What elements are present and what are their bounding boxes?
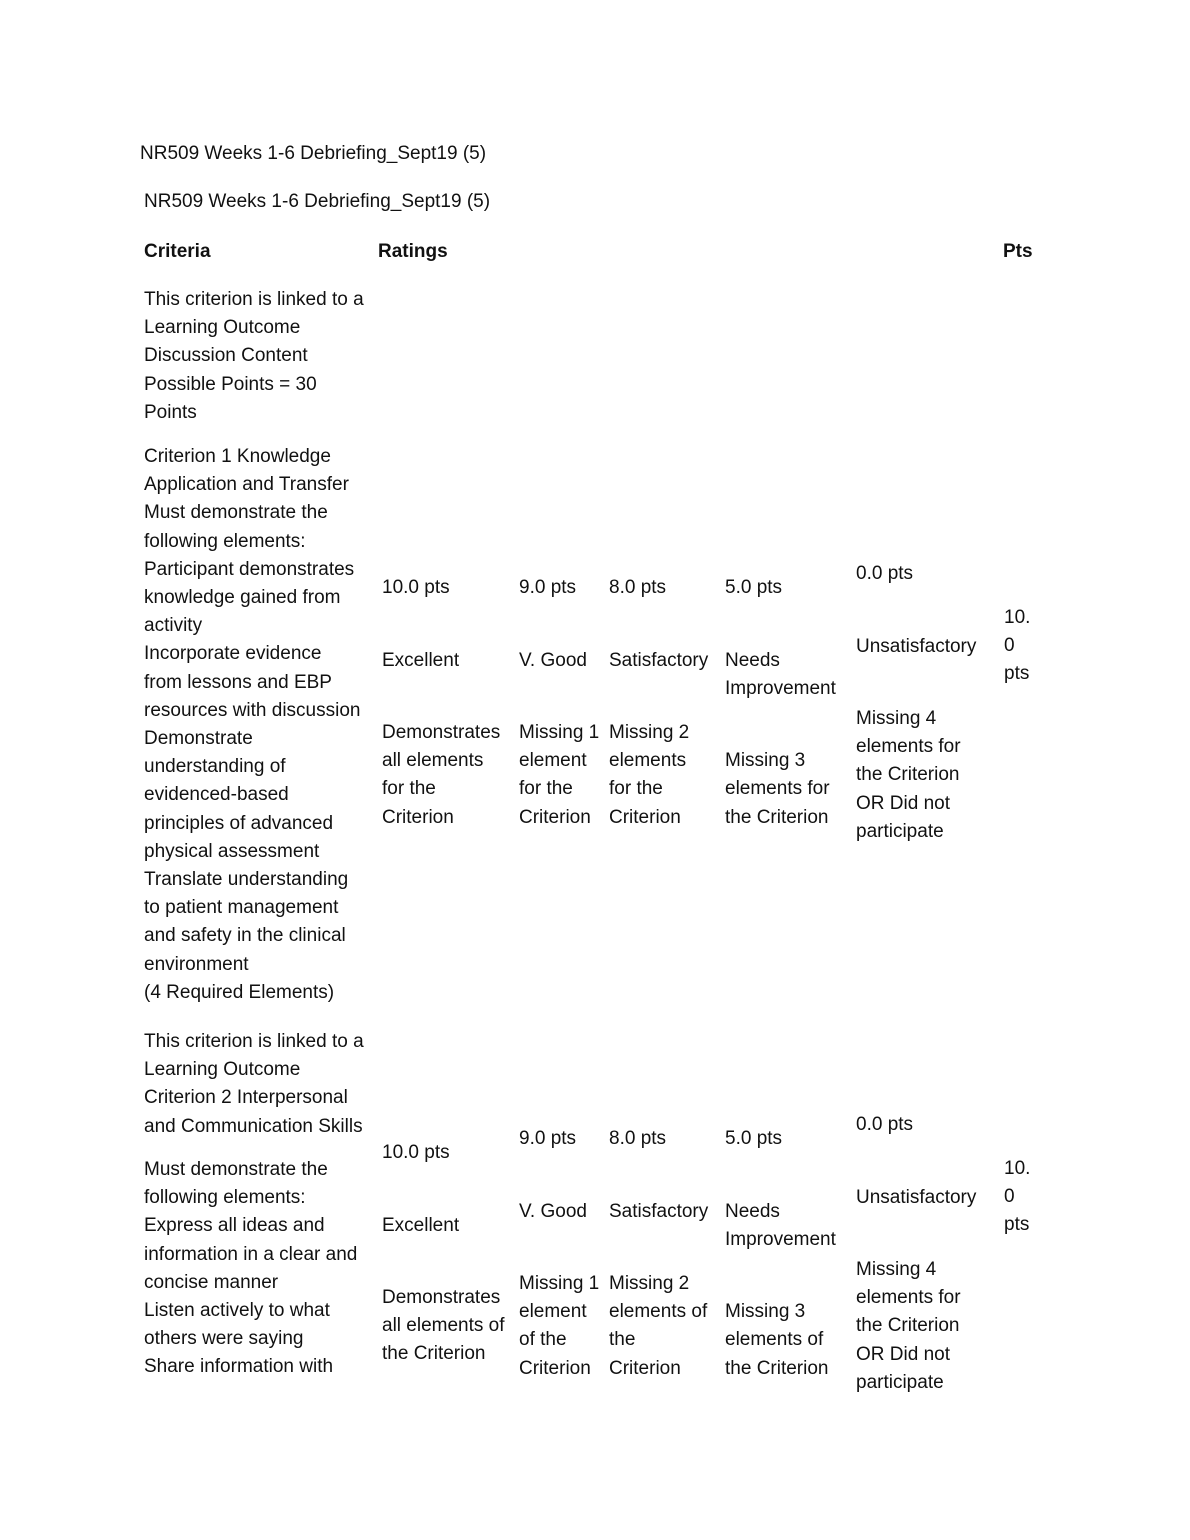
criterion-1-description: Criterion 1 Knowledge Application and Transfer Must demonstrate the following elements: Participant demonstrates knowledge gained from activity Incorporate evidence from lessons and EBP resources with discussion Demonstrate understanding of evidenced-based principles of advanced physical assessment Translate understanding to patient management and safety in the clinical environment (4 Required Elements) xyxy=(144,446,361,1003)
rating-points: 5.0 pts xyxy=(725,1128,783,1150)
rating-label: Unsatisfactory xyxy=(856,1186,977,1208)
criterion-1-total-points: 10. 0 pts xyxy=(1004,607,1031,685)
rating-description: Missing 4 elements for the Criterion OR Did not participate xyxy=(856,708,961,842)
rating-description: Demonstrates all elements for the Criterion xyxy=(382,722,501,828)
rating-points: 0.0 pts xyxy=(856,563,914,585)
rating-description: Missing 2 elements for the Criterion xyxy=(609,722,690,828)
criterion-2-rating-excellent xyxy=(382,1111,505,1397)
header-ratings: Ratings xyxy=(378,241,448,262)
criterion-2-description: Must demonstrate the following elements: Express all ideas and information in a clear and concise manner Listen actively to what others were saying Share information with xyxy=(144,1159,358,1378)
rating-label: Satisfactory xyxy=(609,649,709,671)
rating-label: Unsatisfactory xyxy=(856,635,977,657)
criterion-1-rating-needs-improvement xyxy=(725,546,836,860)
rating-label: Excellent xyxy=(382,649,460,671)
rating-label: Satisfactory xyxy=(609,1200,709,1222)
criterion-1-rating-excellent xyxy=(382,546,500,860)
rating-label: V. Good xyxy=(519,649,587,671)
rating-points: 5.0 pts xyxy=(725,577,783,599)
header-pts: Pts xyxy=(1003,241,1033,262)
rating-description: Missing 3 elements for the Criterion xyxy=(725,750,830,828)
rating-points: 9.0 pts xyxy=(519,577,577,599)
rating-label: V. Good xyxy=(519,1200,587,1222)
document-title: NR509 Weeks 1-6 Debriefing_Sept19 (5) xyxy=(140,143,487,164)
rating-points: 8.0 pts xyxy=(609,577,667,599)
rating-label: Excellent xyxy=(382,1214,460,1236)
rating-description: Missing 1 element for the Criterion xyxy=(519,722,600,828)
criterion-1-rating-very-good xyxy=(519,546,599,860)
rating-description: Missing 1 element of the Criterion xyxy=(519,1273,600,1379)
rubric-title: NR509 Weeks 1-6 Debriefing_Sept19 (5) xyxy=(144,191,491,212)
criterion-1-rating-satisfactory xyxy=(609,546,708,860)
criterion-1-rating-unsatisfactory xyxy=(856,532,976,874)
rating-label: Needs Improvement xyxy=(725,1200,836,1250)
criterion-2-link-text: This criterion is linked to a Learning Outcome Criterion 2 Interpersonal and Communication Skills xyxy=(144,1031,364,1137)
rating-description: Missing 3 elements of the Criterion xyxy=(725,1301,829,1379)
rating-points: 8.0 pts xyxy=(609,1128,667,1150)
criterion-2-rating-very-good xyxy=(519,1097,599,1411)
criterion-2-total-points: 10. 0 pts xyxy=(1004,1158,1031,1236)
rating-description: Demonstrates all elements of the Criterion xyxy=(382,1287,505,1365)
rating-label: Needs Improvement xyxy=(725,649,836,699)
rating-points: 10.0 pts xyxy=(382,577,450,599)
rating-points: 9.0 pts xyxy=(519,1128,577,1150)
intro-criterion-text: This criterion is linked to a Learning Outcome Discussion Content Possible Points = 30 Points xyxy=(144,289,364,423)
criterion-2-rating-satisfactory xyxy=(609,1097,708,1411)
header-criteria: Criteria xyxy=(144,241,211,262)
criterion-2-rating-unsatisfactory xyxy=(856,1083,976,1425)
rating-description: Missing 2 elements of the Criterion xyxy=(609,1273,708,1379)
criterion-2-rating-needs-improvement xyxy=(725,1097,836,1411)
rating-points: 0.0 pts xyxy=(856,1114,914,1136)
rating-description: Missing 4 elements for the Criterion OR Did not participate xyxy=(856,1259,961,1393)
rating-points: 10.0 pts xyxy=(382,1142,450,1164)
